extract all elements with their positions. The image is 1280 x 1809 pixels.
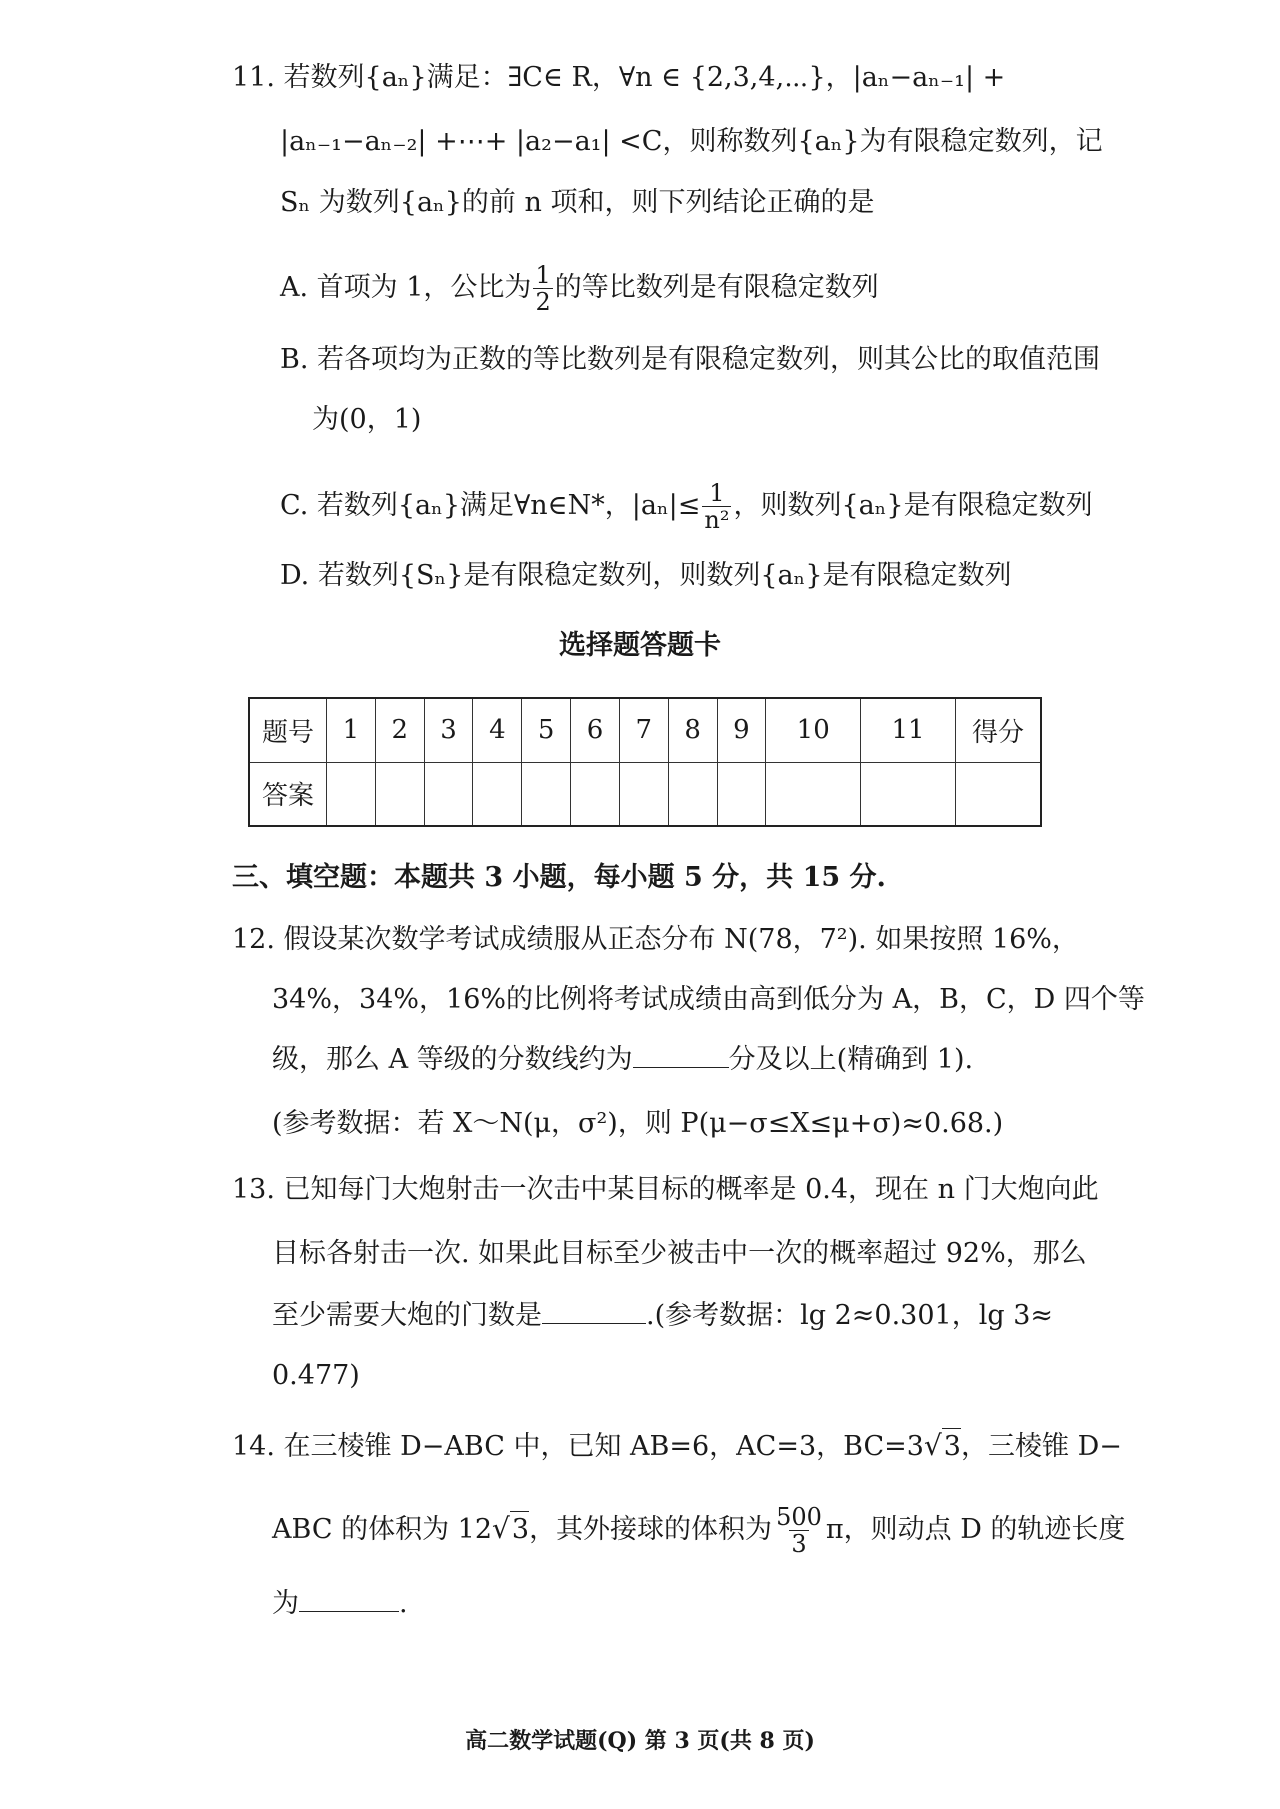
fraction-numerator: 1	[709, 479, 725, 507]
question-number-cell: 9	[717, 698, 766, 762]
q11-option-d: D. 若数列{Sₙ}是有限稳定数列，则数列{aₙ}是有限稳定数列	[280, 560, 1012, 591]
q11-option-a-text: A. 首项为 1，公比为	[280, 272, 532, 303]
fraction-denominator: n²	[704, 506, 730, 534]
question-number-cell: 1	[327, 698, 376, 762]
sqrt-icon: √	[492, 1512, 510, 1545]
q11-line-1: 11. 若数列{aₙ}满足：∃C∈ R，∀n ∈ {2,3,4,⋯}，|aₙ−aₙ₋₁| +	[232, 62, 1006, 93]
q12-line-2: 34%，34%，16%的比例将考试成绩由高到低分为 A，B，C，D 四个等	[272, 984, 1145, 1015]
row-header-question-number: 题号	[249, 698, 327, 762]
fraction-one-half	[533, 262, 552, 315]
q11-option-c-text-end: ，则数列{aₙ}是有限稳定数列	[733, 490, 1093, 521]
answer-cell[interactable]	[473, 762, 522, 826]
answer-cell[interactable]	[717, 762, 766, 826]
q11-option-b-line-2: 为(0，1)	[312, 404, 422, 435]
q14-line-3-text: 为	[272, 1588, 299, 1619]
fraction-denominator: 2	[535, 288, 551, 316]
q14-line-2-text-end: π，则动点 D 的轨迹长度	[825, 1514, 1126, 1545]
row-header-answer: 答案	[249, 762, 327, 826]
page-footer: 高二数学试题(Q) 第 3 页(共 8 页)	[465, 1728, 815, 1754]
answer-cell[interactable]	[375, 762, 424, 826]
q11-option-b-line-1: B. 若各项均为正数的等比数列是有限稳定数列，则其公比的取值范围	[280, 344, 1101, 375]
section-3-heading: 三、填空题：本题共 3 小题，每小题 5 分，共 15 分.	[232, 862, 886, 893]
fraction-numerator: 1	[535, 261, 551, 289]
answer-cell[interactable]	[668, 762, 717, 826]
answer-cell[interactable]	[619, 762, 668, 826]
q13-line-1: 13. 已知每门大炮射击一次击中某目标的概率是 0.4，现在 n 门大炮向此	[232, 1174, 1099, 1205]
q11-line-3: Sₙ 为数列{aₙ}的前 n 项和，则下列结论正确的是	[280, 187, 875, 218]
question-number-cell: 4	[473, 698, 522, 762]
q14-line-2	[272, 1504, 1125, 1557]
answer-card-table	[248, 697, 1042, 827]
question-number-cell: 2	[375, 698, 424, 762]
q14-line-3-text-end: .	[399, 1588, 408, 1619]
question-number-cell: 11	[861, 698, 956, 762]
q14-line-1-text: 14. 在三棱锥 D−ABC 中，已知 AB=6，AC=3，BC=3	[232, 1431, 924, 1462]
fraction-denominator: 3	[791, 1530, 807, 1558]
answer-card-answer-row	[249, 762, 1041, 826]
q11-option-c-text: C. 若数列{aₙ}满足∀n∈N*，|aₙ|≤	[280, 490, 701, 521]
fraction-one-over-n-squared	[702, 480, 731, 533]
q11-option-a	[280, 262, 879, 315]
answer-cell[interactable]	[766, 762, 861, 826]
answer-cell[interactable]	[861, 762, 956, 826]
q13-line-4: 0.477)	[272, 1360, 360, 1391]
sqrt-icon: √	[923, 1429, 942, 1462]
answer-blank[interactable]	[542, 1322, 646, 1324]
q12-line-1: 12. 假设某次数学考试成绩服从正态分布 N(78，7²). 如果按照 16%，	[232, 924, 1079, 955]
answer-card-number-row	[249, 698, 1041, 762]
radicand: 3	[942, 1428, 961, 1465]
score-cell[interactable]	[956, 762, 1042, 826]
q12-line-3	[272, 1042, 973, 1078]
q12-line-3-text: 级，那么 A 等级的分数线约为	[272, 1044, 633, 1075]
radicand: 3	[510, 1511, 529, 1548]
answer-cell[interactable]	[522, 762, 571, 826]
q14-line-3	[272, 1586, 408, 1622]
question-number-cell: 10	[766, 698, 861, 762]
q13-line-3-text-end: .(参考数据：lg 2≈0.301，lg 3≈	[646, 1300, 1054, 1331]
q14-line-2-text: ABC 的体积为 12	[272, 1514, 493, 1545]
q12-reference-data: (参考数据：若 X～N(μ，σ²)，则 P(μ−σ≤X≤μ+σ)≈0.68.)	[272, 1108, 1004, 1139]
question-number-cell: 6	[571, 698, 620, 762]
q13-line-3-text: 至少需要大炮的门数是	[272, 1300, 542, 1331]
answer-cell[interactable]	[571, 762, 620, 826]
answer-blank[interactable]	[633, 1066, 729, 1068]
answer-cell[interactable]	[327, 762, 376, 826]
q11-option-a-text-end: 的等比数列是有限稳定数列	[554, 272, 879, 303]
question-number-cell: 5	[522, 698, 571, 762]
q12-line-3-text-end: 分及以上(精确到 1).	[728, 1044, 974, 1075]
question-number-cell: 3	[424, 698, 473, 762]
fraction-500-over-3	[774, 1504, 824, 1557]
question-number-cell: 7	[619, 698, 668, 762]
q13-line-3	[272, 1298, 1053, 1334]
q14-line-2-text-mid: ，其外接球的体积为	[529, 1514, 773, 1545]
q14-line-1-text-end: ，三棱锥 D−	[960, 1431, 1122, 1462]
score-header-cell: 得分	[956, 698, 1042, 762]
q11-line-2: |aₙ₋₁−aₙ₋₂| +⋯+ |a₂−a₁| <C，则称数列{aₙ}为有限稳定数列，记	[280, 126, 1103, 157]
answer-blank[interactable]	[299, 1610, 399, 1612]
answer-card-title: 选择题答题卡	[559, 630, 721, 661]
answer-cell[interactable]	[424, 762, 473, 826]
question-number-cell: 8	[668, 698, 717, 762]
fraction-numerator: 500	[776, 1503, 822, 1531]
q11-option-c	[280, 480, 1093, 533]
q14-line-1	[232, 1428, 1122, 1465]
q13-line-2: 目标各射击一次. 如果此目标至少被击中一次的概率超过 92%，那么	[272, 1238, 1087, 1269]
